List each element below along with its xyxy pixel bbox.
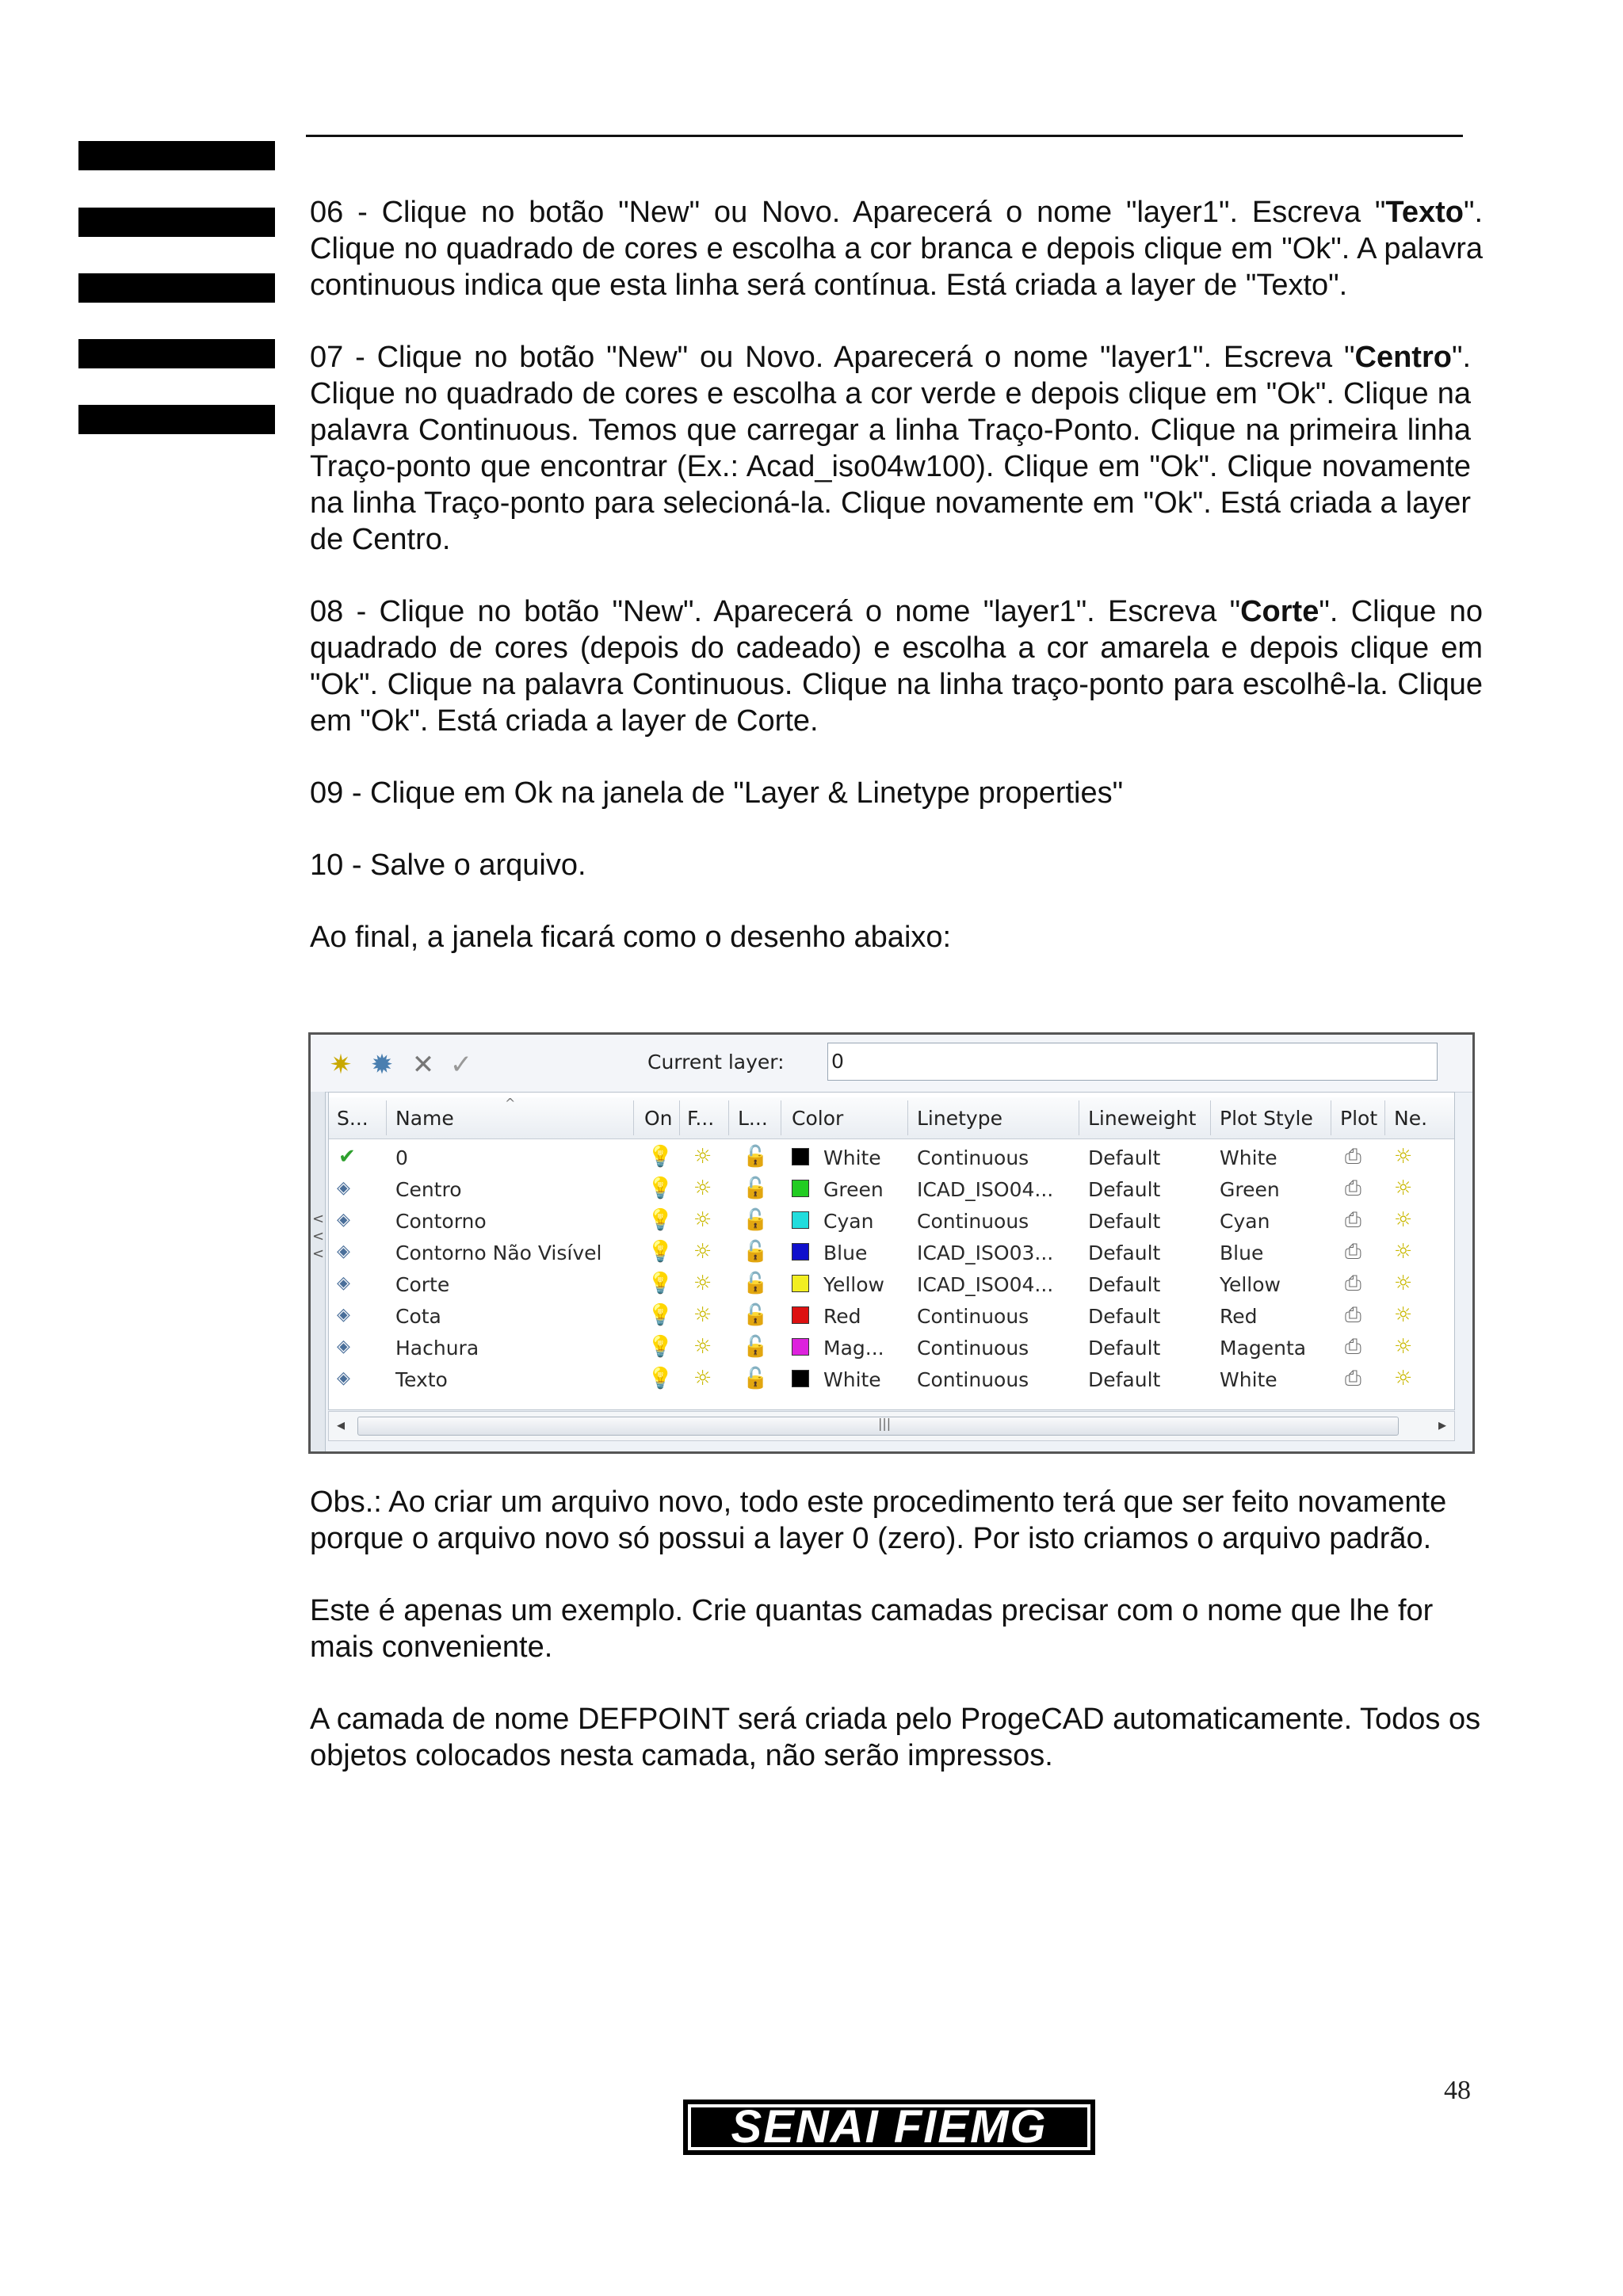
current-layer-check-icon: ✔ [338, 1145, 356, 1169]
lineweight[interactable]: Default [1088, 1146, 1161, 1169]
table-row[interactable] [329, 1332, 1454, 1363]
table-row[interactable] [329, 1173, 1454, 1205]
sort-arrow-icon: ^ [505, 1096, 516, 1111]
vp-freeze-icon[interactable]: ☼ [1394, 1208, 1413, 1232]
linetype[interactable]: Continuous [917, 1337, 1029, 1360]
layer-status-icon: ◈ [337, 1210, 350, 1230]
plot-style[interactable]: Blue [1220, 1241, 1264, 1264]
paragraph-step-09: 09 - Clique em Ok na janela de "Layer & Linetype properties" [310, 776, 1124, 810]
color-swatch[interactable] [792, 1275, 809, 1292]
color-name[interactable]: Yellow [823, 1273, 884, 1296]
freeze-sun-icon[interactable]: ☼ [693, 1272, 712, 1295]
layer-name[interactable]: Contorno Não Visível [395, 1241, 602, 1264]
paragraph-step-10: 10 - Salve o arquivo. [310, 849, 586, 882]
color-swatch[interactable] [792, 1243, 809, 1261]
lock-icon[interactable]: 🔓 [743, 1145, 769, 1169]
freeze-sun-icon[interactable]: ☼ [693, 1145, 712, 1169]
freeze-sun-icon[interactable]: ☼ [693, 1335, 712, 1359]
vp-freeze-icon[interactable]: ☼ [1394, 1177, 1413, 1200]
lineweight[interactable]: Default [1088, 1368, 1161, 1391]
document-notes [310, 1484, 1483, 1810]
margin-bar [78, 405, 275, 434]
printer-icon[interactable]: ⎙ [1345, 1177, 1361, 1200]
layer-name[interactable]: Texto [395, 1368, 448, 1391]
layer-status-icon: ◈ [337, 1178, 350, 1198]
layer-status-icon: ◈ [337, 1337, 350, 1356]
layer-name[interactable]: 0 [395, 1146, 408, 1169]
layer-status-icon: ◈ [337, 1241, 350, 1261]
paragraph-exemplo: Este é apenas um exemplo. Crie quantas camadas precisar com o nome que lhe for mais conveniente. [310, 1594, 1434, 1664]
lineweight[interactable]: Default [1088, 1273, 1161, 1296]
logo-text: SENAI FIEMG [731, 2101, 1048, 2153]
table-row[interactable] [329, 1300, 1454, 1332]
lightbulb-icon[interactable]: 💡 [647, 1303, 674, 1327]
color-name[interactable]: Cyan [823, 1210, 874, 1233]
header-new-vp-freeze[interactable]: Ne. [1394, 1107, 1428, 1130]
lock-icon[interactable]: 🔓 [743, 1208, 769, 1232]
layer-name[interactable]: Contorno [395, 1210, 487, 1233]
margin-bar [78, 273, 275, 303]
lock-icon[interactable]: 🔓 [743, 1335, 769, 1359]
new-layer-vp-icon[interactable]: ✹ [370, 1049, 394, 1081]
current-layer-label: Current layer: [647, 1051, 785, 1074]
lineweight[interactable]: Default [1088, 1178, 1161, 1201]
freeze-sun-icon[interactable]: ☼ [693, 1303, 712, 1327]
header-lock[interactable]: L... [738, 1107, 768, 1130]
table-row[interactable] [329, 1363, 1454, 1395]
horizontal-scrollbar[interactable] [328, 1411, 1455, 1441]
scroll-thumb[interactable]: ||| [357, 1417, 1399, 1436]
layer-name[interactable]: Centro [395, 1178, 462, 1201]
plot-style[interactable]: Magenta [1220, 1337, 1307, 1360]
printer-icon[interactable]: ⎙ [1345, 1303, 1361, 1327]
lightbulb-icon[interactable]: 💡 [647, 1240, 674, 1264]
header-name[interactable]: Name [395, 1107, 454, 1130]
color-name[interactable]: Red [823, 1305, 861, 1328]
layer-name[interactable]: Hachura [395, 1337, 479, 1360]
color-name[interactable]: White [823, 1146, 881, 1169]
freeze-sun-icon[interactable]: ☼ [693, 1177, 712, 1200]
senai-fiemg-logo [683, 2100, 1095, 2155]
paragraph-final-window: Ao final, a janela ficará como o desenho abaixo: [310, 921, 952, 954]
linetype[interactable]: ICAD_ISO04... [917, 1273, 1054, 1296]
linetype[interactable]: Continuous [917, 1305, 1029, 1328]
lock-icon[interactable]: 🔓 [743, 1272, 769, 1295]
color-swatch[interactable] [792, 1338, 809, 1356]
lock-icon[interactable]: 🔓 [743, 1240, 769, 1264]
vp-freeze-icon[interactable]: ☼ [1394, 1145, 1413, 1169]
plot-style[interactable]: Yellow [1220, 1273, 1281, 1296]
color-name[interactable]: Blue [823, 1241, 868, 1264]
paragraph-step-08: 08 - Clique no botão "New". Aparecerá o nome "layer1". Escreva "Corte". Clique no quadrado de cores (depois do cadeado) e escolha a cor amarela e depois clique em "Ok". Clique na palavra Continuous. Clique na linha traço-ponto para escolhê-la. Clique em "Ok". Está criada a layer de Corte. [310, 595, 1483, 738]
header-plot[interactable]: Plot [1340, 1107, 1378, 1130]
freeze-sun-icon[interactable]: ☼ [693, 1367, 712, 1390]
table-header [329, 1097, 1454, 1139]
scroll-right-icon[interactable]: ▸ [1438, 1415, 1446, 1434]
document-body [310, 194, 1483, 991]
lightbulb-icon[interactable]: 💡 [647, 1177, 674, 1200]
vp-freeze-icon[interactable]: ☼ [1394, 1303, 1413, 1327]
margin-bar [78, 339, 275, 368]
linetype[interactable]: ICAD_ISO03... [917, 1241, 1054, 1264]
plot-style[interactable]: Cyan [1220, 1210, 1270, 1233]
vp-freeze-icon[interactable]: ☼ [1394, 1272, 1413, 1295]
color-swatch[interactable] [792, 1180, 809, 1197]
new-layer-icon[interactable]: ✷ [329, 1049, 353, 1081]
color-swatch[interactable] [792, 1211, 809, 1229]
current-layer-value: 0 [827, 1043, 1438, 1081]
color-name[interactable]: Green [823, 1178, 884, 1201]
lock-icon[interactable]: 🔓 [743, 1367, 769, 1390]
printer-icon[interactable]: ⎙ [1345, 1145, 1361, 1169]
layer-status-icon: ◈ [337, 1368, 350, 1388]
lineweight[interactable]: Default [1088, 1210, 1161, 1233]
delete-layer-icon[interactable]: ✕ [411, 1049, 435, 1081]
layer-status-icon: ◈ [337, 1273, 350, 1293]
page-number: 48 [1444, 2076, 1471, 2105]
header-freeze[interactable]: F... [687, 1107, 715, 1130]
table-row[interactable] [329, 1205, 1454, 1237]
freeze-sun-icon[interactable]: ☼ [693, 1208, 712, 1232]
header-linetype[interactable]: Linetype [917, 1107, 1002, 1130]
printer-icon[interactable]: ⎙ [1345, 1272, 1361, 1295]
header-status[interactable]: S... [337, 1107, 369, 1130]
vp-freeze-icon[interactable]: ☼ [1394, 1335, 1413, 1359]
freeze-sun-icon[interactable]: ☼ [693, 1240, 712, 1264]
plot-style[interactable]: Red [1220, 1305, 1258, 1328]
layer-name[interactable]: Cota [395, 1305, 441, 1328]
linetype[interactable]: Continuous [917, 1210, 1029, 1233]
linetype[interactable]: Continuous [917, 1368, 1029, 1391]
linetype[interactable]: Continuous [917, 1146, 1029, 1169]
color-name[interactable]: Mag... [823, 1337, 884, 1360]
vp-freeze-icon[interactable]: ☼ [1394, 1240, 1413, 1264]
printer-icon[interactable]: ⎙ [1345, 1335, 1361, 1359]
lightbulb-icon[interactable]: 💡 [647, 1272, 674, 1295]
color-swatch[interactable] [792, 1306, 809, 1324]
layer-name[interactable]: Corte [395, 1273, 450, 1296]
plot-style[interactable]: Green [1220, 1178, 1280, 1201]
lock-icon[interactable]: 🔓 [743, 1177, 769, 1200]
lightbulb-icon[interactable]: 💡 [647, 1145, 674, 1169]
printer-icon[interactable]: ⎙ [1345, 1240, 1361, 1264]
lightbulb-icon[interactable]: 💡 [647, 1367, 674, 1390]
header-plot-style[interactable]: Plot Style [1220, 1107, 1313, 1130]
color-name[interactable]: White [823, 1368, 881, 1391]
color-swatch[interactable] [792, 1370, 809, 1387]
header-rule [306, 135, 1463, 137]
header-color[interactable]: Color [792, 1107, 844, 1130]
table-row[interactable] [329, 1268, 1454, 1300]
printer-icon[interactable]: ⎙ [1345, 1208, 1361, 1232]
lock-icon[interactable]: 🔓 [743, 1303, 769, 1327]
layer-properties-dialog [308, 1032, 1475, 1454]
layer-table [328, 1092, 1455, 1410]
paragraph-defpoint: A camada de nome DEFPOINT será criada pelo ProgeCAD automaticamente. Todos os objetos colocados nesta camada, não serão impressos. [310, 1703, 1481, 1772]
table-row[interactable] [329, 1142, 1454, 1173]
paragraph-obs: Obs.: Ao criar um arquivo novo, todo este procedimento terá que ser feito novamente porque o arquivo novo só possui a layer 0 (zero). Por isto criamos o arquivo padrão. [310, 1486, 1447, 1555]
lineweight[interactable]: Default [1088, 1337, 1161, 1360]
paragraph-step-07: 07 - Clique no botão "New" ou Novo. Aparecerá o nome "layer1". Escreva "Centro". Clique no quadrado de cores e escolha a cor verde e depois clique em "Ok". Clique na palavra Continuous. Temos que carregar a linha Traço-Ponto. Clique na primeira linha Traço-ponto que encontrar (Ex.: Acad_iso04w100). Clique em "Ok". Clique novamente na linha Traço-ponto para selecioná-la. Clique novamente em "Ok". Está criada a layer de Centro. [310, 341, 1471, 556]
dialog-toolbar [311, 1035, 1472, 1093]
margin-bar [78, 141, 275, 170]
side-collapse-bar[interactable]: < < < [311, 1092, 326, 1451]
margin-bar [78, 208, 275, 237]
lightbulb-icon[interactable]: 💡 [647, 1335, 674, 1359]
set-current-icon[interactable]: ✓ [449, 1049, 473, 1081]
lightbulb-icon[interactable]: 💡 [647, 1208, 674, 1232]
layer-status-icon: ◈ [337, 1305, 350, 1325]
table-row[interactable] [329, 1237, 1454, 1268]
scroll-left-icon[interactable]: ◂ [337, 1415, 346, 1434]
plot-style[interactable]: White [1220, 1368, 1277, 1391]
header-on[interactable]: On [644, 1107, 673, 1130]
lineweight[interactable]: Default [1088, 1305, 1161, 1328]
printer-icon[interactable]: ⎙ [1345, 1367, 1361, 1390]
header-lineweight[interactable]: Lineweight [1088, 1107, 1197, 1130]
linetype[interactable]: ICAD_ISO04... [917, 1178, 1054, 1201]
paragraph-step-06: 06 - Clique no botão "New" ou Novo. Aparecerá o nome "layer1". Escreva "Texto". Clique no quadrado de cores e escolha a cor branca e depois clique em "Ok". A palavra continuous indica que esta linha será contínua. Está criada a layer de "Texto". [310, 196, 1483, 302]
color-swatch[interactable] [792, 1148, 809, 1165]
plot-style[interactable]: White [1220, 1146, 1277, 1169]
vp-freeze-icon[interactable]: ☼ [1394, 1367, 1413, 1390]
lineweight[interactable]: Default [1088, 1241, 1161, 1264]
